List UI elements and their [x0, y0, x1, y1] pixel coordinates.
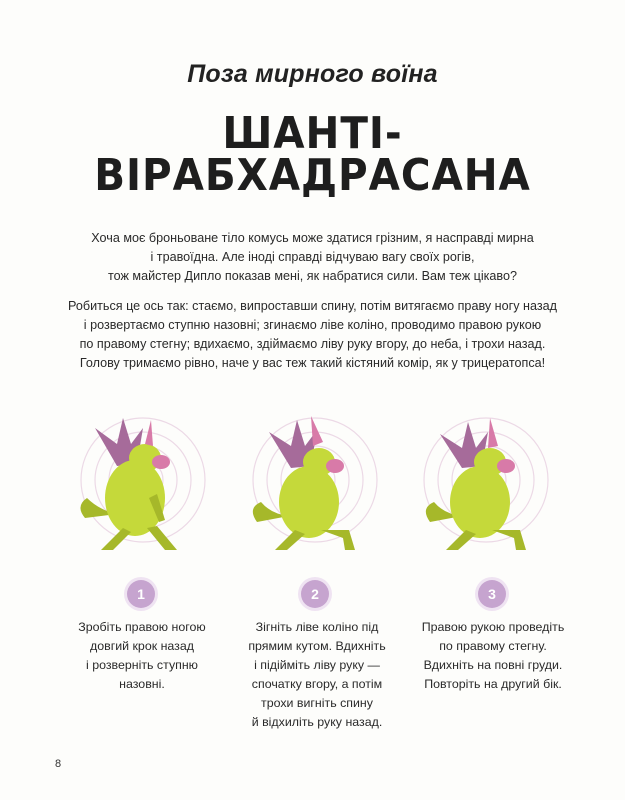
instructions-line: Робиться це ось так: стаємо, випроставши спину, потім витягаємо праву ногу назад	[68, 299, 557, 313]
step-line: по правому стегну.	[439, 639, 547, 653]
pose-title-line-2: ВІРАБХАДРАСАНА	[94, 150, 531, 201]
step-number-badge: 1	[127, 580, 155, 608]
step-number-badge: 3	[478, 580, 506, 608]
step-line: довгий крок назад	[90, 639, 194, 653]
step-2-description	[227, 618, 407, 732]
instructions-line: по правому стегну; вдихаємо, здіймаємо ліву руку вгору, до неба, і трохи назад.	[79, 337, 546, 351]
instructions-line: Голову тримаємо рівно, наче у вас теж такий кістяний комір, як у трицератопса!	[79, 356, 546, 370]
step-line: Правою рукою проведіть	[421, 620, 565, 634]
dinosaur-pose-step-1-illustration	[65, 398, 215, 558]
step-line: Зігніть ліве коліно під	[255, 620, 379, 634]
step-line: трохи вигніть спину	[261, 696, 373, 710]
step-line: і розверніть ступню	[86, 658, 198, 672]
step-line: спочатку вгору, а потім	[251, 677, 383, 691]
step-line: і підійміть ліву руку —	[254, 658, 380, 672]
step-line: Повторіть на другий бік.	[424, 677, 562, 691]
step-line: Зробіть правою ногою	[78, 620, 206, 634]
intro-line: тож майстер Дипло показав мені, як набратися сили. Вам теж цікаво?	[108, 269, 517, 283]
pose-subtitle: Поза мирного воїна	[187, 60, 438, 88]
step-3-description	[403, 618, 583, 694]
intro-line: і травоїдна. Але іноді справді відчуваю вагу своїх рогів,	[150, 250, 475, 264]
step-number-badge: 2	[301, 580, 329, 608]
pose-title-line-1: ШАНТІ-	[222, 108, 403, 159]
step-line: назовні.	[119, 677, 165, 691]
step-1-description	[52, 618, 232, 694]
instructions-paragraph	[0, 297, 625, 373]
intro-paragraph	[0, 229, 625, 286]
step-line: й відхиліть руку назад.	[251, 715, 383, 729]
step-line: Вдихніть на повні груди.	[423, 658, 563, 672]
intro-line: Хоча моє броньоване тіло комусь може здатися грізним, я насправді мирна	[91, 231, 534, 245]
instructions-line: і розвертаємо ступню назовні; згинаємо ліве коліно, проводимо правою рукою	[83, 318, 542, 332]
dinosaur-pose-step-2-illustration	[237, 398, 387, 558]
step-line: прямим кутом. Вдихніть	[248, 639, 386, 653]
dinosaur-illustration	[253, 416, 355, 550]
page-number: 8	[55, 758, 62, 770]
dinosaur-pose-step-3-illustration	[408, 398, 558, 558]
